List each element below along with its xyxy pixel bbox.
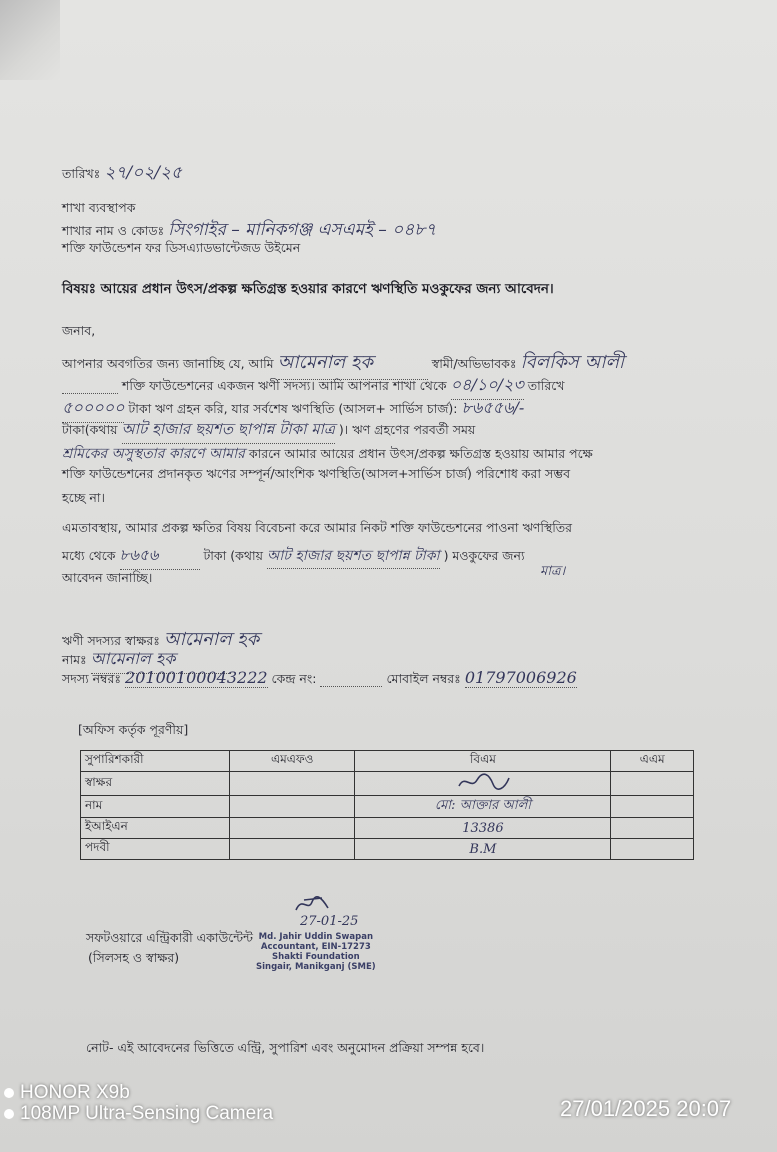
branch-value: সিংগাইর – মানিকগঞ্জ এসএমই – ০৪৮৭ [168,220,437,240]
date-line [62,160,182,188]
waiver-in-words: আট হাজার ছয়শত ছাপান্ন টাকা [267,544,440,569]
table-cell [230,796,355,818]
footer-note: নোট- এই আবেদনের ভিত্তিতে এন্ট্রি, সুপারিশ এবং অনুমোদন প্রক্রিয়া সম্পন্ন হবে। [86,1040,485,1055]
office-heading: [অফিস কর্তৃক পূরণীয়] [78,722,189,737]
body-text: শক্তি ফাউন্ডেশনের একজন ঋণী সদস্য। আমি আপনার শাখা থেকে [121,378,447,393]
body-text: টাকা (কথায় [203,548,263,563]
table-cell: মো: আক্তার আলী [355,796,611,818]
bm-signature-mark [453,772,513,792]
body-line-6: শক্তি ফাউন্ডেশনের প্রদানকৃত ঋণের সম্পূর্ন/আংশিক ঋণস্থিতি(আসল+সার্ভিস চার্জ) পরিশোধ করা সম্ভব [62,466,571,481]
body-text: তারিখে [527,378,565,393]
body-text: আপনার অবগতির জন্য জানাচ্ছি যে, আমি [62,356,274,371]
stamp-title: Accountant, EIN-17273 [260,942,371,952]
office-table [80,750,694,860]
camera-dot-icon [4,1088,14,1098]
camera-model-line [4,1082,130,1104]
org-line: শক্তি ফাউন্ডেশন ফর ডিসএ্যাডভান্টেজড উইমেন [62,240,301,255]
body-text: )। ঋণ গ্রহণের পরবর্তী সময় [338,422,476,437]
stamp-name: Md. Jahir Uddin Swapan [258,932,373,942]
camera-sensor-line [4,1103,273,1125]
body-line-5 [62,442,593,466]
table-header-cell: সুপারিশকারী [81,751,230,772]
member-signature: আমেনাল হক [163,629,260,650]
table-cell [611,772,694,796]
table-row-label: নাম [81,796,230,818]
body-text: ) মওকুফের জন্য [443,548,525,563]
date-label: তারিখঃ [62,166,101,181]
accountant-signature-mark [292,894,332,916]
manager-label: শাখা ব্যবস্থাপক [62,200,136,215]
member-number-value: 20100100043222 [125,668,268,687]
dotted-blank [62,378,118,394]
stamp-org: Shakti Foundation [272,952,360,962]
accountant-stamp [256,932,376,972]
body-text: টাকা(কথায় [62,422,118,437]
loan-amount: ৫০০০০০ [62,395,124,423]
table-row [81,772,694,796]
table-row [81,796,694,818]
table-cell [230,818,355,839]
body-line-8: এমতাবস্থায়, আমার প্রকল্প ক্ষতির বিষয় বিবেচনা করে আমার নিকট শক্তি ফাউন্ডেশনের পাওনা ঋণস্থিতির [62,520,573,535]
table-cell: B.M [355,839,611,860]
camera-model: HONOR X9b [20,1082,130,1103]
mobile-label: মোবাইল নম্বরঃ [386,671,461,686]
member-name-label: নামঃ [62,652,87,667]
subject-line: বিষয়ঃ আয়ের প্রধান উৎস/প্রকল্প ক্ষতিগ্রস্ত হওয়ার কারণে ঋণস্থিতি মওকুফের জন্য আবেদন। [62,281,554,297]
table-cell [611,818,694,839]
camera-timestamp: 27/01/2025 20:07 [560,1096,732,1121]
accountant-sign-date: 27-01-25 [300,914,359,929]
member-number-label: সদস্য নম্বরঃ [62,671,122,686]
mobile-value: 01797006926 [464,668,577,687]
center-blank [320,671,382,687]
stamp-branch: Singair, Manikganj (SME) [256,962,376,972]
body-text: মধ্যে থেকে [62,548,116,563]
body-line-9 [62,544,525,570]
outstanding-balance: ৮৬৫৫৬/- [461,398,525,417]
table-cell [611,796,694,818]
bm-signature-cell [355,772,611,796]
balance-in-words: আট হাজার ছয়শত ছাপান্ন টাকা মাত্র [122,418,335,444]
body-line-10: আবেদন জানাচ্ছি। [62,570,153,585]
member-number-line [62,668,577,691]
loan-date: ০৪/১০/২৩ [451,372,524,400]
accountant-label: সফটওয়ারে এন্ট্রিকারী একাউন্টেন্ট [86,930,253,945]
member-sign-label: ঋণী সদস্যর স্বাক্ষরঃ [62,633,160,648]
guardian-label: স্বামী/অভিভাবকঃ [431,356,517,371]
guardian-value: বিলকিস আলী [520,352,625,373]
table-cell: 13386 [355,818,611,839]
branch-label: শাখার নাম ও কোডঃ [62,223,165,238]
table-cell [230,772,355,796]
loss-reason: শ্রমিকের অসুস্থতার কারণে আমার [62,446,245,462]
center-label: কেন্দ্র নং: [271,671,317,686]
camera-dot-icon [4,1109,14,1119]
table-row-label: পদবী [81,839,230,860]
waiver-amount: ৮৬৫৬ [120,544,200,570]
body-text: কারনে আমার আয়ের প্রধান উৎস/প্রকল্প ক্ষতিগ্রস্ত হওয়ায় আমার পক্ষে [248,446,593,461]
table-cell [611,839,694,860]
accountant-seal-label: (সিলসহ ও স্বাক্ষর) [88,950,180,965]
table-header-cell: এমএফও [230,751,355,772]
body-text: টাকা ঋণ গ্রহন করি, যার সর্বশেষ ঋণস্থিতি (আসল+ সার্ভিস চার্জ): [128,401,458,416]
table-row [81,818,694,839]
table-row [81,839,694,860]
table-cell [230,839,355,860]
body-line-7: হচ্ছে না। [62,490,105,505]
waiver-words-continuation: মাত্র। [540,564,566,579]
body-line-4 [62,418,475,444]
table-header-row [81,751,694,772]
salutation: জনাব, [62,323,96,338]
date-value: ২৭/০২/২৫ [104,163,183,183]
member-name-value: আমেনাল হক [91,646,231,674]
table-header-cell: এএম [611,751,694,772]
table-row-label: ইআইএন [81,818,230,839]
table-row-label: স্বাক্ষর [81,772,230,796]
member-name-handwritten: আমেনাল হক [278,348,428,380]
table-header-cell: বিএম [355,751,611,772]
camera-sensor: 108MP Ultra-Sensing Camera [20,1103,274,1124]
